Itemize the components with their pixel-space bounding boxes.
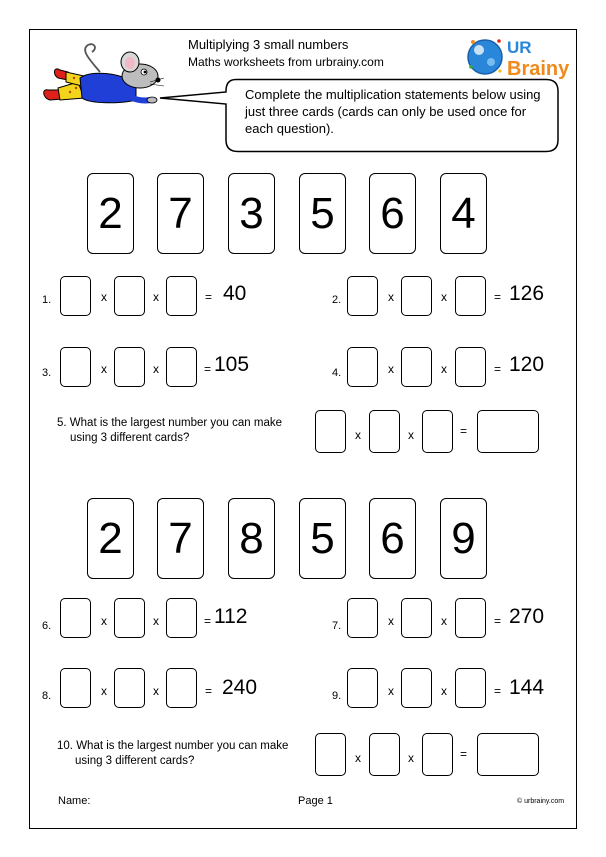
question-number: 4. — [332, 367, 342, 379]
answer-box[interactable] — [60, 598, 91, 638]
answer-box[interactable] — [455, 276, 486, 316]
answer-box[interactable] — [455, 668, 486, 708]
equals-sign: = — [494, 290, 502, 304]
question-number: 9. — [332, 690, 342, 702]
result-box[interactable] — [477, 733, 539, 776]
question-number: 6. — [42, 620, 52, 632]
question-5-text — [57, 416, 282, 431]
name-label: Name: — [58, 795, 91, 807]
times-sign: x — [153, 362, 159, 376]
answer-box[interactable] — [455, 598, 486, 638]
answer-box[interactable] — [401, 347, 432, 387]
page-subtitle: Maths worksheets from urbrainy.com — [188, 55, 384, 69]
page-title: Multiplying 3 small numbers — [188, 37, 349, 52]
answer-box[interactable] — [401, 276, 432, 316]
answer-box[interactable] — [114, 347, 145, 387]
question-line-1: What is the largest number you can make — [76, 740, 289, 752]
result-box[interactable] — [477, 410, 539, 453]
times-sign: x — [153, 684, 159, 698]
target-number: 126 — [509, 282, 545, 305]
equals-sign: = — [494, 684, 502, 698]
number-card: 2 — [87, 498, 134, 579]
number-card: 2 — [87, 173, 134, 254]
question-line-2: using 3 different cards? — [70, 432, 190, 444]
times-sign: x — [101, 290, 107, 304]
times-sign: x — [408, 751, 414, 765]
number-card: 7 — [157, 498, 204, 579]
times-sign: x — [101, 362, 107, 376]
number-card: 6 — [369, 173, 416, 254]
number-card: 9 — [440, 498, 487, 579]
target-number: 120 — [509, 353, 545, 376]
question-number: 1. — [42, 294, 52, 306]
times-sign: x — [388, 684, 394, 698]
answer-box[interactable] — [422, 410, 453, 453]
times-sign: x — [101, 684, 107, 698]
question-line-1: What is the largest number you can make — [69, 417, 283, 429]
times-sign: x — [441, 362, 447, 376]
times-sign: x — [153, 290, 159, 304]
answer-box[interactable] — [422, 733, 453, 776]
times-sign: x — [441, 614, 447, 628]
answer-box[interactable] — [347, 598, 378, 638]
question-line-2: using 3 different cards? — [75, 755, 195, 767]
equals-sign: = — [205, 290, 213, 304]
equals-sign: = — [460, 424, 468, 438]
answer-box[interactable] — [60, 347, 91, 387]
equals-sign: = — [204, 614, 212, 628]
equals-sign: = — [204, 362, 212, 376]
logo-ur-text: UR — [507, 38, 532, 57]
times-sign: x — [408, 428, 414, 442]
equals-sign: = — [460, 747, 468, 761]
target-number: 112 — [214, 605, 248, 628]
page-number: Page 1 — [298, 795, 333, 807]
copyright: © urbrainy.com — [517, 798, 565, 805]
question-number: 5. — [57, 417, 67, 429]
logo-brainy-text: Brainy — [507, 58, 570, 79]
equals-sign: = — [494, 614, 502, 628]
answer-box[interactable] — [347, 276, 378, 316]
mouse-illustration — [40, 42, 165, 112]
answer-box[interactable] — [166, 347, 197, 387]
equals-sign: = — [494, 362, 502, 376]
target-number: 105 — [214, 353, 250, 376]
question-number: 7. — [332, 620, 342, 632]
answer-box[interactable] — [401, 598, 432, 638]
times-sign: x — [388, 614, 394, 628]
answer-box[interactable] — [315, 410, 346, 453]
number-card: 7 — [157, 173, 204, 254]
number-card: 8 — [228, 498, 275, 579]
times-sign: x — [441, 290, 447, 304]
answer-box[interactable] — [369, 410, 400, 453]
number-card: 6 — [369, 498, 416, 579]
target-number: 240 — [222, 676, 258, 699]
answer-box[interactable] — [114, 668, 145, 708]
answer-box[interactable] — [60, 668, 91, 708]
answer-box[interactable] — [347, 668, 378, 708]
number-card: 5 — [299, 173, 346, 254]
answer-box[interactable] — [347, 347, 378, 387]
times-sign: x — [153, 614, 159, 628]
target-number: 270 — [509, 605, 545, 628]
answer-box[interactable] — [401, 668, 432, 708]
times-sign: x — [388, 362, 394, 376]
answer-box[interactable] — [455, 347, 486, 387]
question-number: 8. — [42, 690, 52, 702]
answer-box[interactable] — [60, 276, 91, 316]
answer-box[interactable] — [315, 733, 346, 776]
question-number: 2. — [332, 294, 342, 306]
urbrainy-logo — [465, 33, 577, 79]
number-card: 4 — [440, 173, 487, 254]
target-number: 144 — [509, 676, 545, 699]
answer-box[interactable] — [114, 276, 145, 316]
answer-box[interactable] — [166, 276, 197, 316]
answer-box[interactable] — [166, 598, 197, 638]
question-number: 3. — [42, 367, 52, 379]
answer-box[interactable] — [369, 733, 400, 776]
equals-sign: = — [205, 684, 213, 698]
target-number: 40 — [223, 282, 247, 305]
instructions-text: Complete the multiplication statements below using just three cards (cards can only be used once for each question). — [245, 87, 541, 136]
times-sign: x — [355, 751, 361, 765]
times-sign: x — [101, 614, 107, 628]
times-sign: x — [441, 684, 447, 698]
times-sign: x — [355, 428, 361, 442]
answer-box[interactable] — [166, 668, 197, 708]
question-10-text — [57, 739, 288, 754]
number-card: 5 — [299, 498, 346, 579]
times-sign: x — [388, 290, 394, 304]
answer-box[interactable] — [114, 598, 145, 638]
number-card: 3 — [228, 173, 275, 254]
question-number: 10. — [57, 740, 73, 752]
